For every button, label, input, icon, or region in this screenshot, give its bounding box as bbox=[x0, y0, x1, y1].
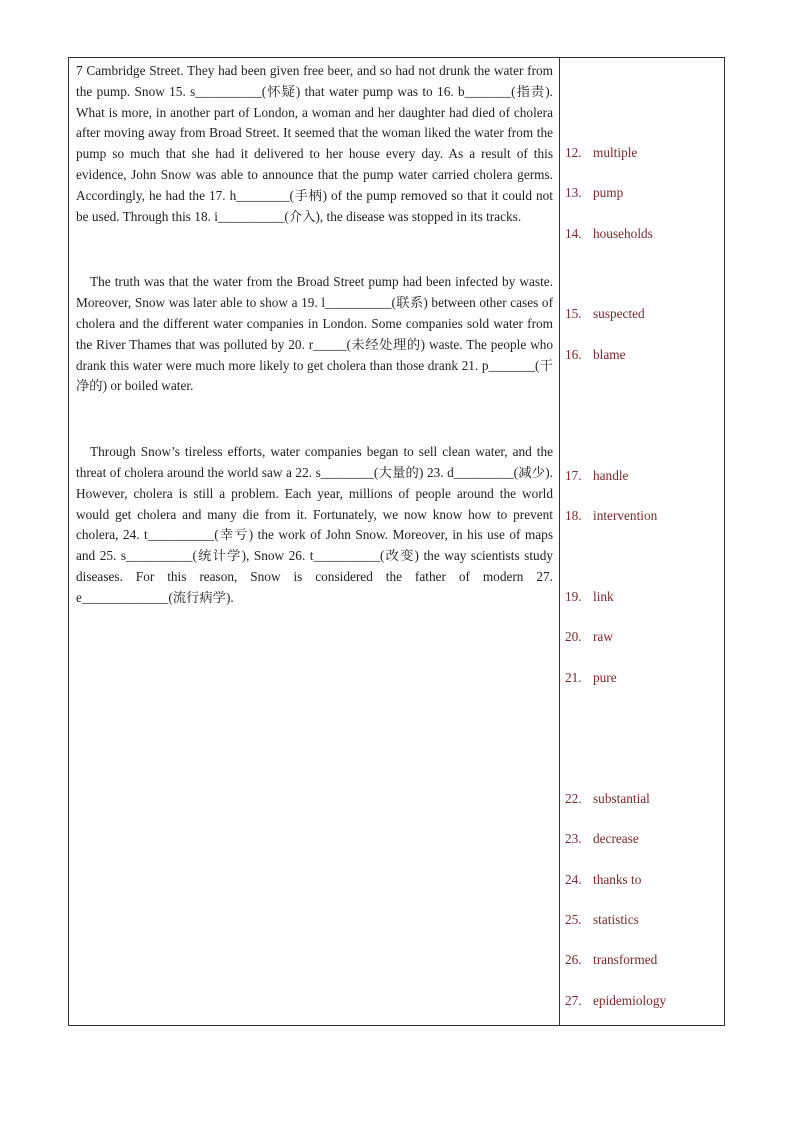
answer-word: statistics bbox=[593, 912, 639, 927]
answer-item bbox=[565, 627, 613, 647]
answer-key-column bbox=[565, 58, 723, 1025]
answer-number: 13. bbox=[565, 185, 582, 200]
answer-number: 23. bbox=[565, 831, 582, 846]
answer-word: thanks to bbox=[593, 872, 642, 887]
answer-number: 16. bbox=[565, 347, 582, 362]
answer-item bbox=[565, 345, 626, 365]
answer-word: intervention bbox=[593, 508, 658, 523]
answer-number: 26. bbox=[565, 952, 582, 967]
answer-item bbox=[565, 950, 657, 970]
answer-word: multiple bbox=[593, 145, 638, 160]
answer-word: raw bbox=[593, 629, 613, 644]
answer-word: link bbox=[593, 589, 614, 604]
passage-column bbox=[76, 61, 553, 609]
answer-number: 22. bbox=[565, 791, 582, 806]
answer-number: 27. bbox=[565, 993, 582, 1008]
worksheet-table bbox=[68, 57, 725, 1026]
answer-item bbox=[565, 506, 657, 526]
answer-word: transformed bbox=[593, 952, 658, 967]
answer-word: epidemiology bbox=[593, 993, 667, 1008]
answer-word: pump bbox=[593, 185, 624, 200]
answer-item bbox=[565, 991, 666, 1011]
answer-word: pure bbox=[593, 670, 617, 685]
answer-word: households bbox=[593, 226, 653, 241]
answer-item bbox=[565, 789, 650, 809]
answer-number: 17. bbox=[565, 468, 582, 483]
answer-word: blame bbox=[593, 347, 626, 362]
answer-item bbox=[565, 143, 637, 163]
answer-number: 21. bbox=[565, 670, 582, 685]
answer-number: 18. bbox=[565, 508, 582, 523]
passage-paragraph-1: 7 Cambridge Street. They had been given free beer, and so had not drunk the water from the pump. Snow 15. s__________(怀疑) that water pump was to 16. b_______(指责). What is more, in another part of London, a woman and her daughter had died of cholera after moving away from Broad Street. It seemed that the woman liked the water from the pump so much that she had it delivered to her house every day. As a result of this evidence, John Snow was able to announce that the pump water carried cholera germs. Accordingly, he had the 17. h________(手柄) of the pump removed so that it could not be used. Through this 18. i__________(介入), the disease was stopped in its tracks. bbox=[76, 63, 553, 224]
answer-number: 12. bbox=[565, 145, 582, 160]
answer-item bbox=[565, 829, 639, 849]
answer-item bbox=[565, 587, 614, 607]
answer-item bbox=[565, 466, 628, 486]
answer-number: 14. bbox=[565, 226, 582, 241]
passage-paragraph-3: Through Snow’s tireless efforts, water companies began to sell clean water, and the threat of cholera around the world saw a 22. s________(大量的) 23. d_________(减少). However, cholera is still a problem. Each year, millions of people around the world would get cholera and many die from it. Fortunately, we now know how to prevent cholera, 24. t__________(幸亏) the work of John Snow. Moreover, in his use of maps and 25. s__________(统计学), Snow 26. t__________(改变) the way scientists study diseases. For this reason, Snow is considered the father of modern 27. e_____________(流行病学). bbox=[76, 444, 553, 605]
answer-number: 20. bbox=[565, 629, 582, 644]
answer-word: substantial bbox=[593, 791, 650, 806]
answer-item bbox=[565, 870, 641, 890]
answer-word: handle bbox=[593, 468, 629, 483]
answer-number: 24. bbox=[565, 872, 582, 887]
answer-item bbox=[565, 668, 617, 688]
answer-item bbox=[565, 304, 645, 324]
answer-item bbox=[565, 910, 639, 930]
passage-paragraph-2: The truth was that the water from the Broad Street pump had been infected by waste. Moreover, Snow was later able to show a 19. l__________(联系) between other cases of cholera and the different water companies in London. Some companies sold water from the River Thames that was polluted by 20. r_____(未经处理的) waste. The people who drank this water were much more likely to get cholera than those drank 21. p_______(干净的) or boiled water. bbox=[76, 274, 553, 394]
answer-word: suspected bbox=[593, 306, 645, 321]
answer-number: 19. bbox=[565, 589, 582, 604]
answer-number: 25. bbox=[565, 912, 582, 927]
answer-word: decrease bbox=[593, 831, 639, 846]
answer-number: 15. bbox=[565, 306, 582, 321]
column-divider bbox=[559, 58, 560, 1025]
answer-item bbox=[565, 224, 653, 244]
answer-item bbox=[565, 183, 623, 203]
